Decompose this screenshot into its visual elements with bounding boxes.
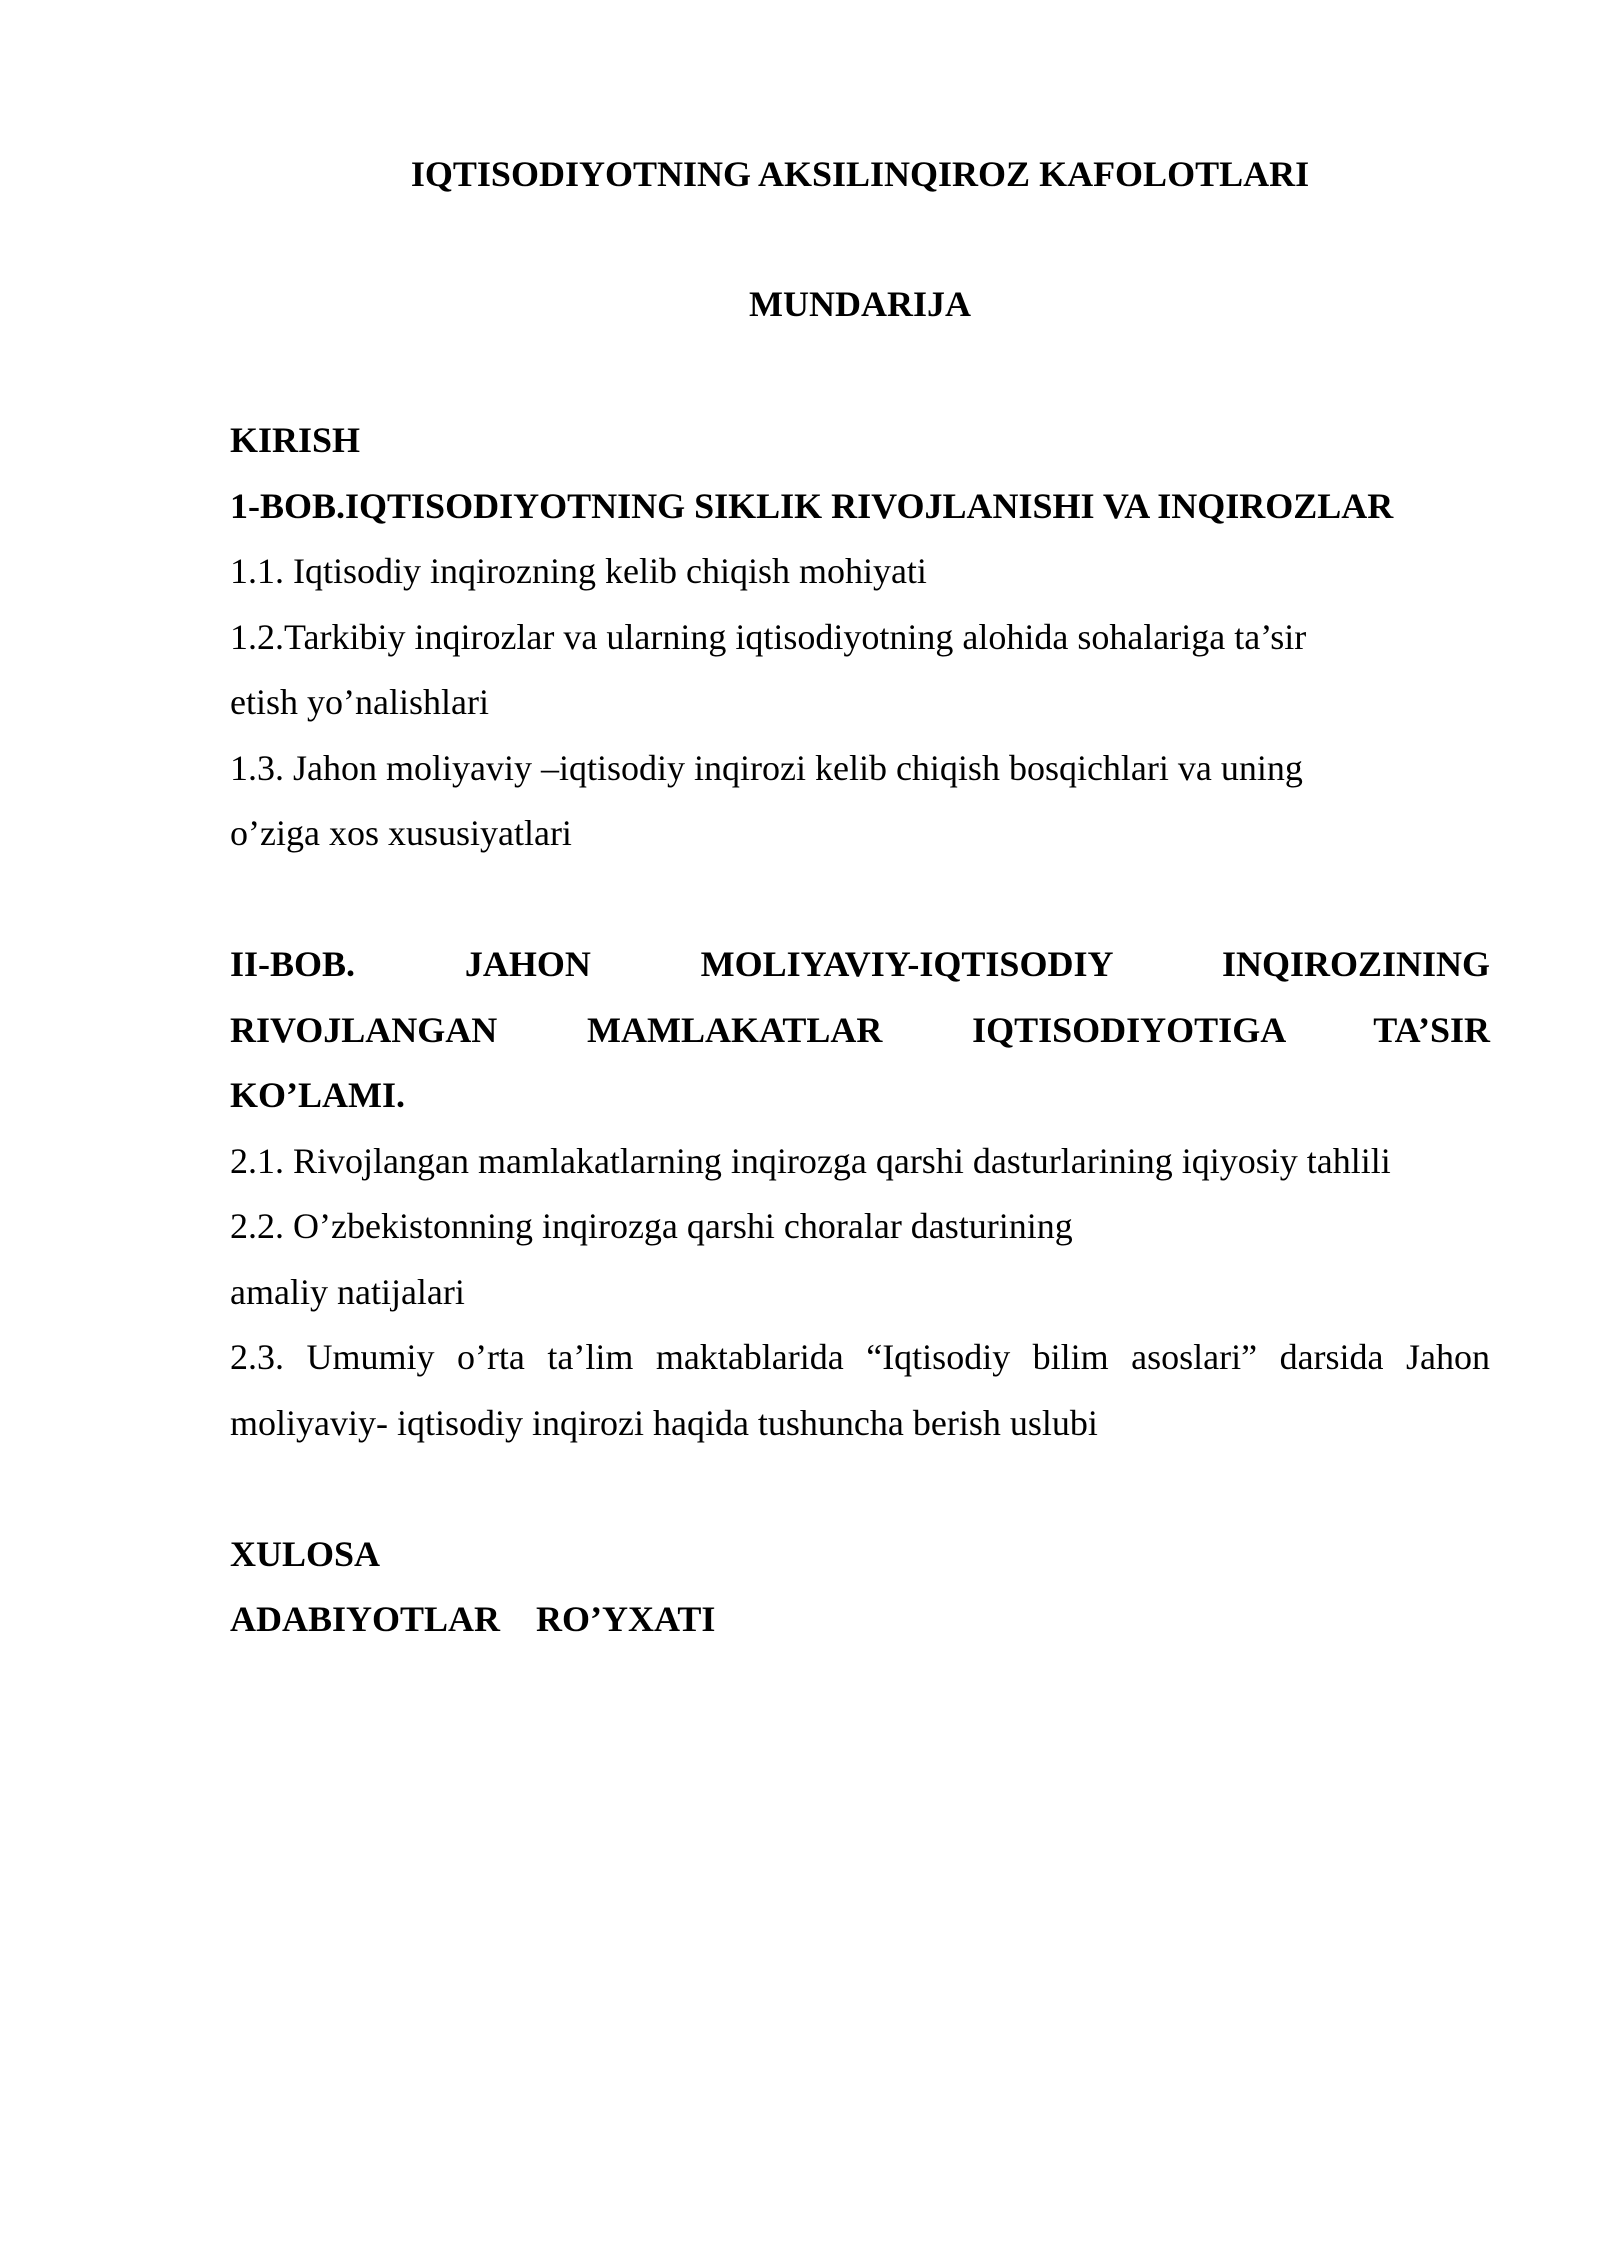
toc-chapter-2-title-line2: RIVOJLANGAN MAMLAKATLAR IQTISODIYOTIGA TA’SIR xyxy=(230,1009,1490,1050)
toc-item-1-2-line1: 1.2.Tarkibiy inqirozlar va ularning iqtisodiyotning alohida sohalariga ta’sir xyxy=(230,616,1307,657)
toc-item-2-2-line1: 2.2. O’zbekistonning inqirozga qarshi choralar dasturining xyxy=(230,1206,1073,1246)
toc-item-1-3-line1: 1.3. Jahon moliyaviy –iqtisodiy inqirozi kelib chiqish bosqichlari va uning xyxy=(230,747,1303,788)
toc-heading: MUNDARIJA xyxy=(749,284,971,324)
toc-chapter-1-title: 1-BOB.IQTISODIYOTNING SIKLIK RIVOJLANISHI VA INQIROZLAR xyxy=(230,485,1394,526)
document-title: IQTISODIYOTNING AKSILINQIROZ KAFOLOTLARI xyxy=(410,154,1310,194)
toc-item-references: ADABIYOTLAR RO’YXATI xyxy=(230,1599,716,1639)
toc-item-conclusion: XULOSA xyxy=(230,1533,381,1574)
toc-item-2-1: 2.1. Rivojlangan mamlakatlarning inqirozga qarshi dasturlarining iqiyosiy tahlili xyxy=(230,1140,1391,1181)
toc-item-2-3-line1: 2.3. Umumiy o’rta ta’lim maktablarida “Iqtisodiy bilim asoslari” darsida Jahon xyxy=(230,1337,1490,1377)
toc-item-2-2-line2: amaliy natijalari xyxy=(230,1271,465,1312)
toc-item-2-3-line2: moliyaviy- iqtisodiy inqirozi haqida tushuncha berish uslubi xyxy=(230,1402,1098,1443)
toc-item-1-1: 1.1. Iqtisodiy inqirozning kelib chiqish mohiyati xyxy=(230,551,927,591)
toc-item-intro: KIRISH xyxy=(230,420,361,460)
toc-chapter-2-title-line3: KO’LAMI. xyxy=(230,1075,405,1115)
toc-item-1-3-line2: o’ziga xos xususiyatlari xyxy=(230,813,572,853)
table-of-contents xyxy=(230,408,1490,1653)
toc-spacer xyxy=(230,867,1490,933)
toc-spacer xyxy=(230,1456,1490,1522)
toc-item-1-2-line2: etish yo’nalishlari xyxy=(230,682,489,722)
toc-chapter-2-title-line1: II-BOB. JAHON MOLIYAVIY-IQTISODIY INQIROZINING xyxy=(230,944,1490,984)
